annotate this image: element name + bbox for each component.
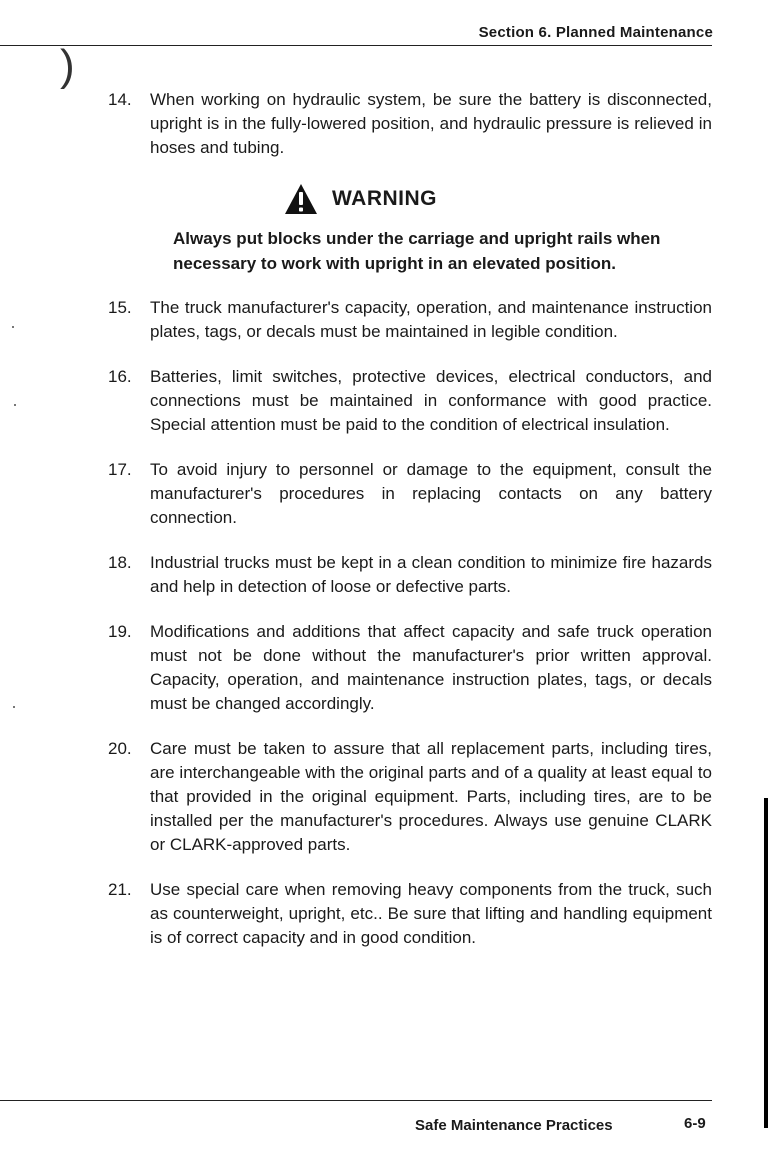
item-number: 18. <box>108 553 132 572</box>
scan-speck <box>13 706 15 708</box>
list-item <box>0 620 770 716</box>
warning-block <box>0 179 770 276</box>
item-text: Industrial trucks must be kept in a clean condition to minimize fire hazards and help in detection of loose or defective parts. <box>150 553 712 596</box>
item-number: 14. <box>108 90 132 109</box>
item-text: The truck manufacturer's capacity, operation, and maintenance instruction plates, tags, or decals must be maintained in legible condition. <box>150 298 712 341</box>
list-item <box>0 88 770 160</box>
item-text: Care must be taken to assure that all replacement parts, including tires, are interchangeable with the original parts and of a quality at least equal to that provided in the original equipment. Parts, including tires, are to be installed per the manufacturer's procedures. Always use genuine CLARK or CLARK-approved parts. <box>150 739 712 854</box>
list-item <box>0 458 770 530</box>
item-text: When working on hydraulic system, be sure the battery is disconnected, upright is in the fully-lowered position, and hydraulic pressure is relieved in hoses and tubing. <box>150 90 712 157</box>
item-number: 15. <box>108 298 132 317</box>
item-number: 17. <box>108 460 132 479</box>
warning-text: Always put blocks under the carriage and upright rails when necessary to work with upright in an elevated position. <box>173 229 661 273</box>
header-rule <box>0 45 712 46</box>
page-bracket-mark: ) <box>60 41 75 90</box>
item-text: Use special care when removing heavy components from the truck, such as counterweight, upright, etc.. Be sure that lifting and handling equipment is of correct capacity and in good condition. <box>150 880 712 947</box>
item-text: Batteries, limit switches, protective devices, electrical conductors, and connections must be maintained in conformance with good practice. Special attention must be paid to the condition of electrical insulation. <box>150 367 712 434</box>
warning-title: WARNING <box>332 187 437 210</box>
warning-heading <box>284 179 770 219</box>
scan-edge-bar <box>764 798 768 1128</box>
maintenance-list <box>0 88 770 971</box>
item-number: 21. <box>108 880 132 899</box>
item-text: Modifications and additions that affect capacity and safe truck operation must not be done without the manufacturer's prior written approval. Capacity, operation, and maintenance instruction plates, tags, or decals must be changed accordingly. <box>150 622 712 713</box>
item-text: To avoid injury to personnel or damage to the equipment, consult the manufacturer's procedures in replacing contacts on any battery connection. <box>150 460 712 527</box>
scan-speck <box>12 326 14 328</box>
footer-section-name: Safe Maintenance Practices <box>415 1117 613 1134</box>
list-item <box>0 296 770 344</box>
list-item <box>0 365 770 437</box>
list-item <box>0 878 770 950</box>
header-title: Section 6. Planned Maintenance <box>478 24 713 41</box>
list-item <box>0 551 770 599</box>
footer-rule <box>0 1100 712 1101</box>
footer-page-number: 6-9 <box>684 1115 706 1132</box>
scan-speck <box>14 404 16 406</box>
list-item <box>0 737 770 857</box>
warning-triangle-icon <box>284 183 318 215</box>
item-number: 19. <box>108 622 132 641</box>
item-number: 20. <box>108 739 132 758</box>
item-number: 16. <box>108 367 132 386</box>
